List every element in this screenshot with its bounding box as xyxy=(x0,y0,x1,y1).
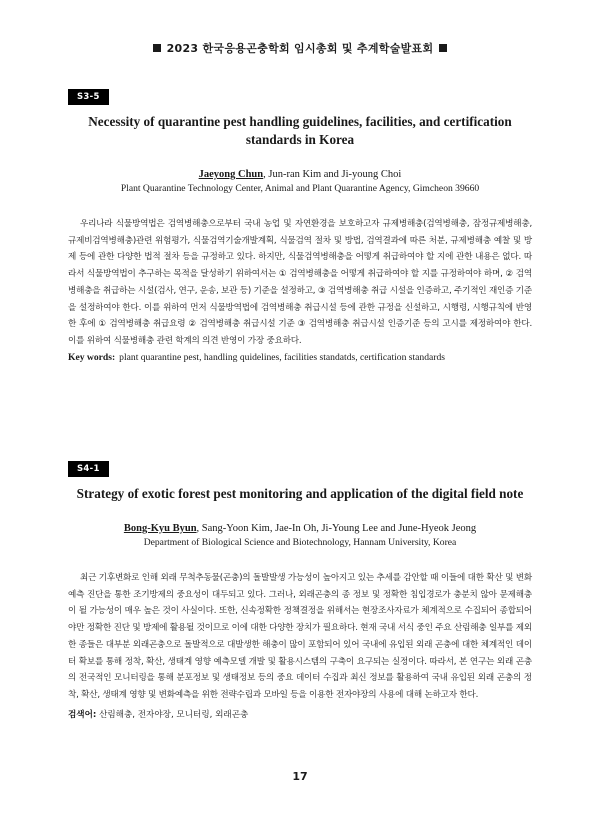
session-code-badge: S4-1 xyxy=(68,461,109,477)
author-line xyxy=(68,169,532,180)
author-line xyxy=(68,523,532,534)
co-authors: , Jun-ran Kim and Ji-young Choi xyxy=(263,169,402,180)
keywords-line xyxy=(68,352,532,363)
abstract-title: Necessity of quarantine pest handling guidelines, facilities, and certification standards in Korea xyxy=(88,114,512,147)
session-code-badge: S3-5 xyxy=(68,89,109,105)
proceedings-header xyxy=(0,40,600,56)
abstract-title: Strategy of exotic forest pest monitoring and application of the digital field note xyxy=(76,486,524,501)
square-bullet-icon xyxy=(439,44,447,52)
abstract-section-s4-1 xyxy=(68,456,532,720)
abstract-body: 최근 기후변화로 인해 외래 무척추동물(곤충)의 돌발발생 가능성이 높아지고 있는 추세를 감안할 때 이들에 대한 확산 및 변화예측 진단을 통한 조기방제의 중요성이 대두되고 있다. 그러나, 외래곤충의 종 정보 및 정확한 침입경로가 충분치 않아 문제해충이 될 가능성이 매우 높은 것이 사실이다. 또한, 신속정확한 정책결정을 위해서는 현장조사자료가 체계적으로 수집되어 종합되어야만 정확한 진단 및 방제에 활용될 것이므로 이에 대한 다양한 장치가 필요하다. 현재 국내 서식 중인 주요 산림해충 일부를 제외한 종들은 대부분 외래곤충으로 돌발적으로 대발생한 해충이 많이 포함되어 있어 국내에 유입된 외래 곤충에 대한 체계적인 데이터 확보를 통해 정착, 확산, 생태계 영향 예측모델 개발 및 활용시스템의 구축이 요구되는 실정이다. 따라서, 본 연구는 외래 곤충의 전국적인 모니터링을 통해 분포정보 및 생태정보 등의 중요 데이터 수집과 최신 정보를 활용하여 국내 유입된 외래 곤충의 정착, 확산, 생태계 영향 및 변화예측을 위한 전략수립과 모바일 등을 이용한 전자야장의 사용에 대해 논하고자 한다. xyxy=(68,573,532,700)
header-title: 2023 한국응용곤충학회 임시총회 및 추계학술발표회 xyxy=(166,42,434,55)
page-number: 17 xyxy=(292,770,308,783)
keywords-text: plant quarantine pest, handling quidelines, facilities standatds, certification standards xyxy=(119,351,445,363)
abstract-section-s3-5 xyxy=(68,84,532,363)
presenting-author: Bong-Kyu Byun xyxy=(123,523,197,534)
affiliation: Plant Quarantine Technology Center, Animal and Plant Quarantine Agency, Gimcheon 39660 xyxy=(120,183,480,194)
keywords-label: 검색어: xyxy=(68,709,97,720)
keywords-line xyxy=(68,708,532,720)
square-bullet-icon xyxy=(153,44,161,52)
keywords-text: 산림해충, 전자야장, 모니터링, 외래곤충 xyxy=(99,709,249,720)
keywords-label: Key words: xyxy=(68,351,116,363)
abstract-body: 우리나라 식물방역법은 검역병해충으로부터 국내 농업 및 자연환경을 보호하고자 규제병해충(검역병해충, 잠정규제병해충, 규제비검역병해충)관련 위험평가, 식물검역기술개발계획, 식물검역 절차 및 방법, 검역결과에 따른 처분, 규제병해충 예찰 및 방제 등에 관한 다양한 법적 절차 등을 규정하고 있다. 하지만, 식물검역병해충을 어떻게 취급하여야 할 지에 관한 내용은 없다. 따라서 식물방역법이 추구하는 목적을 달성하기 위하여서는 ① 검역병해충을 어떻게 취급하여야 할 지를 규정하여야 하며, ② 검역병해충을 취급하는 시설(검사, 연구, 운송, 보관 등) 기준을 설정하고, ③ 검역병해충 취급 시설을 인증하고, 주기적인 재인증 기준을 설정하여야 한다. 이를 위하여 먼저 식물방역법에 검역병해충 취급시설 등에 관한 규정을 신설하고, 시행령, 시행규칙에 반영한 후에 ① 검역병해충 취급요령 ② 검역병해충 취급시설 기준 ③ 검역병해충 취급시설 인증기준 등의 고시를 제정하여야 한다. 이를 위하여 식물병해충 관련 학계의 의견 반영이 가장 중요하다. xyxy=(68,219,532,346)
affiliation: Department of Biological Science and Biotechnology, Hannam University, Korea xyxy=(143,537,457,548)
co-authors: , Sang-Yoon Kim, Jae-In Oh, Ji-Young Lee and June-Hyeok Jeong xyxy=(196,523,477,534)
presenting-author: Jaeyong Chun xyxy=(198,169,264,180)
